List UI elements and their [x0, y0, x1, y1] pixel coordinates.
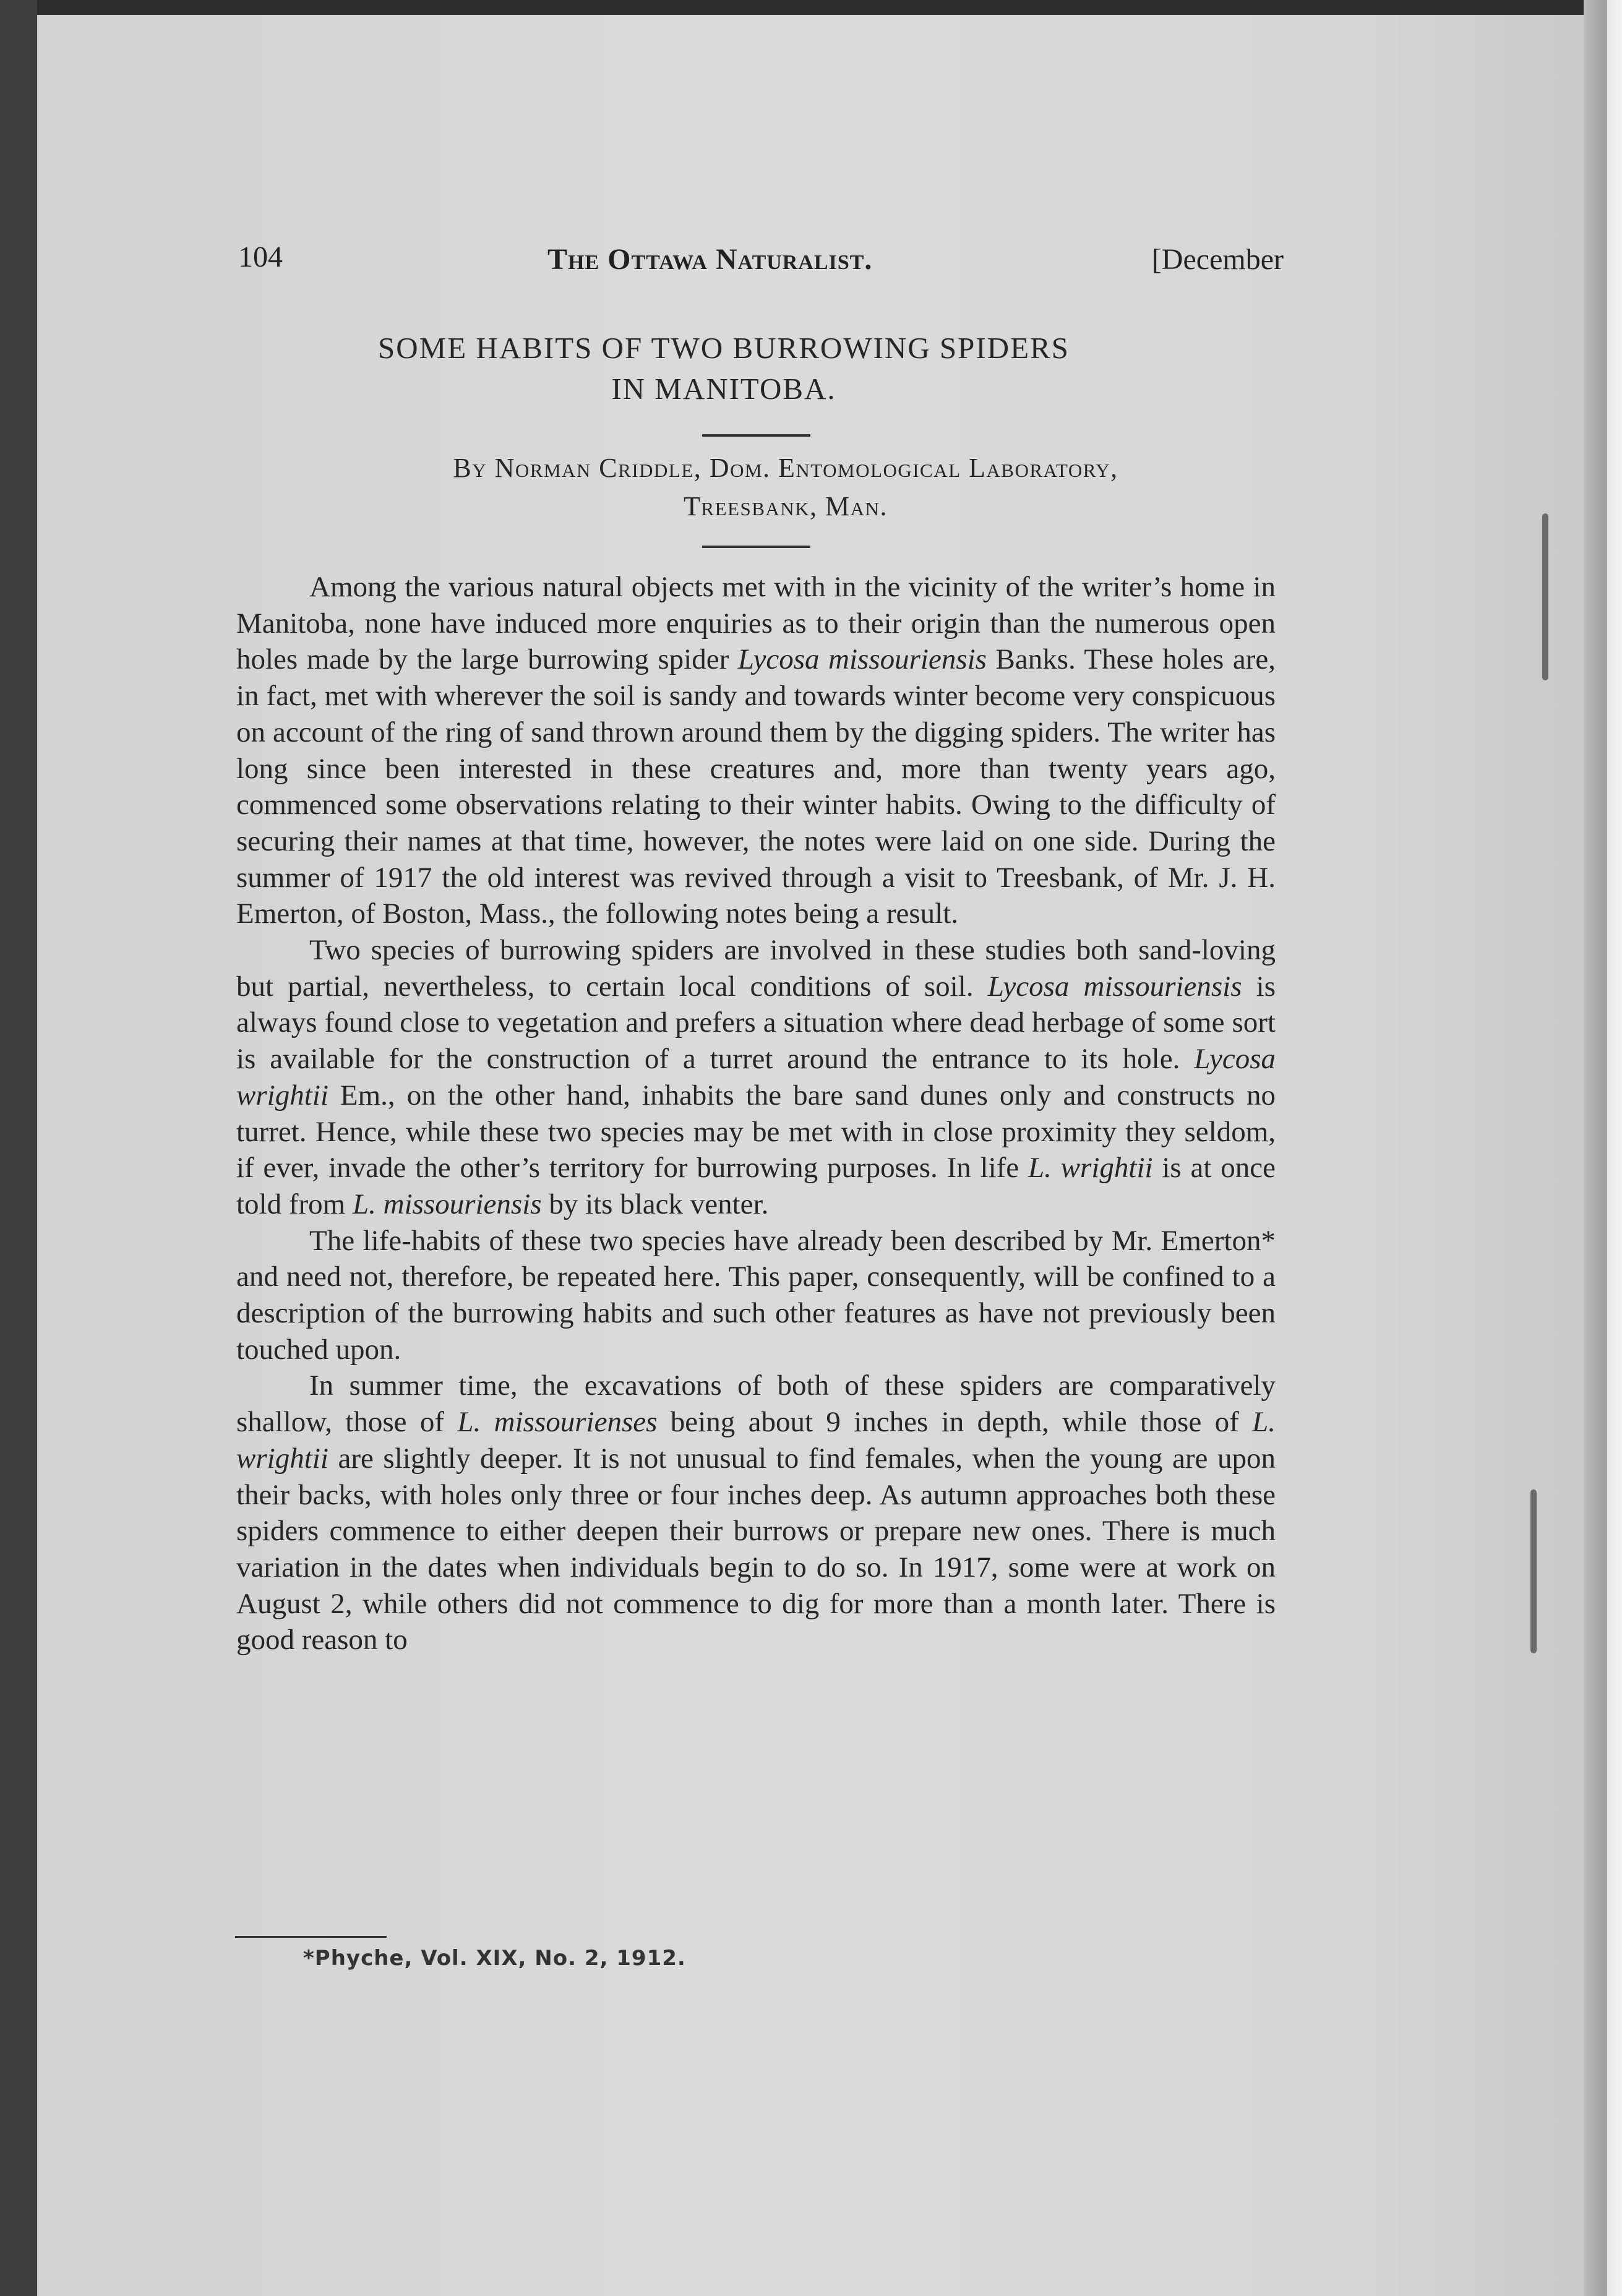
body-paragraph [236, 569, 1276, 932]
body-paragraph [236, 932, 1276, 1223]
paragraph-text: In summer time, the excavations of both of these spiders are comparatively shallow, those of [236, 1369, 1276, 1439]
scan-left-border [0, 0, 37, 2296]
byline-line: Treesbank, Man. [684, 491, 888, 521]
issue-month: [December [1151, 243, 1284, 276]
body-paragraph [236, 1368, 1276, 1658]
paragraph-text: Banks. These holes are, in fact, met with wherever the soil is sandy and towards winter become very conspicuous on account of the ring of sand thrown around them by the digging spiders. The writer has long since been interested in these creatures and, more than twenty years ago, commenced some observations relating to their winter habits. Owing to the difficulty of securing their names at that time, however, the notes were laid on one side. During the summer of 1917 the old interest was revived through a visit to Treesbank, of Mr. J. H. Emerton, of Boston, Mass., the following notes being a result. [236, 643, 1276, 930]
paragraph-text: by its black venter. [541, 1188, 769, 1220]
species-name: L. missourienses [457, 1406, 658, 1439]
species-name: Lycosa missouriensis [987, 970, 1242, 1003]
paragraph-text: Among the various natural objects met with in the vicinity of the writer’s home in Manitoba, none have induced more enquiries as to their origin than the numerous open holes made by the large burrowing spider [236, 571, 1276, 676]
binding-mark [1542, 513, 1548, 680]
species-name: L. wrightii [1028, 1152, 1153, 1184]
species-name: Lycosa missouriensis [737, 643, 987, 676]
title-rule [702, 434, 810, 437]
binding-mark [1530, 1489, 1537, 1653]
paragraph-text: The life-habits of these two species have already been described by Mr. Emerton* and need not, therefore, be repeated here. This paper, consequently, will be confined to a description of the burrowing habits and such other features as have not previously been touched upon. [236, 1224, 1276, 1366]
journal-title: The Ottawa Naturalist. [547, 243, 873, 276]
page-edge-shadow [1584, 0, 1622, 2296]
article-title-line: IN MANITOBA. [611, 372, 836, 406]
article-title [238, 328, 1209, 409]
byline-rule [702, 546, 810, 548]
paragraph-text: Em., on the other hand, inhabits the bare sand dunes only and constructs no turret. Hence, while these two species may be met with in close proximity they seldom, if ever, invade the other’s territory for burrowing purposes. In life [236, 1079, 1276, 1184]
paragraph-text: are slightly deeper. It is not unusual to find females, when the young are upon their backs, with holes only three or four inches deep. As autumn approaches both these spiders commence to either deepen their burrows or prepare new ones. There is much variation in the dates when individuals begin to do so. In 1917, some were at work on August 2, while others did not commence to dig for more than a month later. There is good reason to [236, 1442, 1276, 1656]
article-body [236, 569, 1276, 1658]
scan-top-border [0, 0, 1622, 15]
paragraph-text: is at once told from [236, 1152, 1276, 1220]
byline [238, 449, 1333, 526]
body-paragraph [236, 1223, 1276, 1368]
article-title-line: SOME HABITS OF TWO BURROWING SPIDERS [378, 331, 1070, 365]
footnote: *Phyche, Vol. XIX, No. 2, 1912. [303, 1946, 686, 1971]
paragraph-text: Two species of burrowing spiders are involved in these studies both sand-loving but partial, nevertheless, to certain local conditions of soil. [236, 934, 1276, 1003]
paragraph-text: being about 9 inches in depth, while those of [657, 1406, 1253, 1439]
species-name: L. missouriensis [352, 1188, 542, 1220]
paragraph-text: is always found close to vegetation and prefers a situation where dead herbage of some sort is available for the construction of a turret around the entrance to its hole. [236, 970, 1276, 1076]
species-name: L. wrightii [236, 1406, 1276, 1475]
page-number: 104 [238, 241, 283, 273]
species-name: Lycosa wrightii [236, 1043, 1276, 1112]
byline-line: By Norman Criddle, Dom. Entomological Laboratory, [453, 453, 1118, 483]
running-head [238, 240, 1284, 277]
footnote-rule [235, 1936, 387, 1938]
